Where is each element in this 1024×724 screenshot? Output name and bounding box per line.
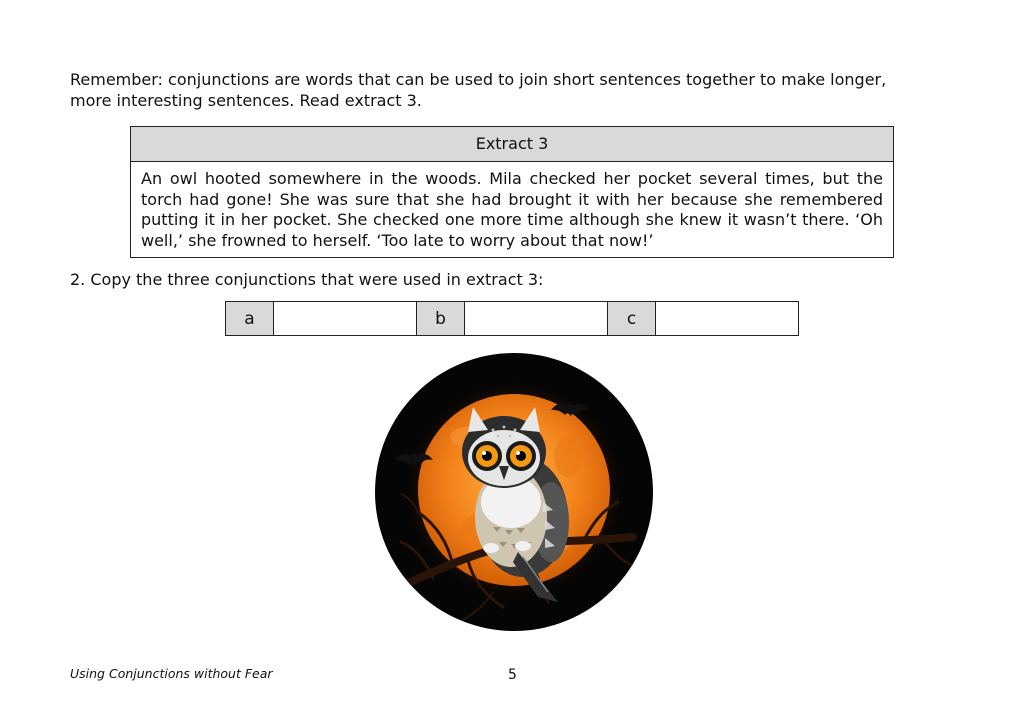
footer-book-title: Using Conjunctions without Fear xyxy=(70,666,273,681)
answer-table xyxy=(225,301,799,336)
extract-title: Extract 3 xyxy=(131,127,893,162)
answer-row xyxy=(226,302,799,336)
extract-box xyxy=(130,126,894,258)
intro-paragraph xyxy=(70,69,970,111)
owl-illustration xyxy=(373,352,655,632)
extract-text: An owl hooted somewhere in the woods. Mila checked her pocket several times, but the torch had gone! She was sure that she had brought it with her because she remembered putting it in her pocket. She checked one more time although she knew it wasn’t there. ‘Oh well,’ she frowned to herself. ‘Too late to worry about that now!’ xyxy=(141,169,883,250)
answer-box-b[interactable] xyxy=(465,302,608,336)
intro-line-2: more interesting sentences. Read extract 3. xyxy=(70,91,422,110)
owl-on-branch-full-moon-icon xyxy=(373,352,655,632)
answer-label-b: b xyxy=(417,302,465,336)
answer-label-a: a xyxy=(226,302,274,336)
answer-label-c: c xyxy=(608,302,656,336)
intro-line-1: Remember: conjunctions are words that can be used to join short sentences together to make longer, xyxy=(70,70,887,89)
answer-box-c[interactable] xyxy=(656,302,799,336)
page-number: 5 xyxy=(508,667,517,683)
answer-box-a[interactable] xyxy=(274,302,417,336)
question-2: 2. Copy the three conjunctions that were used in extract 3: xyxy=(70,270,544,289)
